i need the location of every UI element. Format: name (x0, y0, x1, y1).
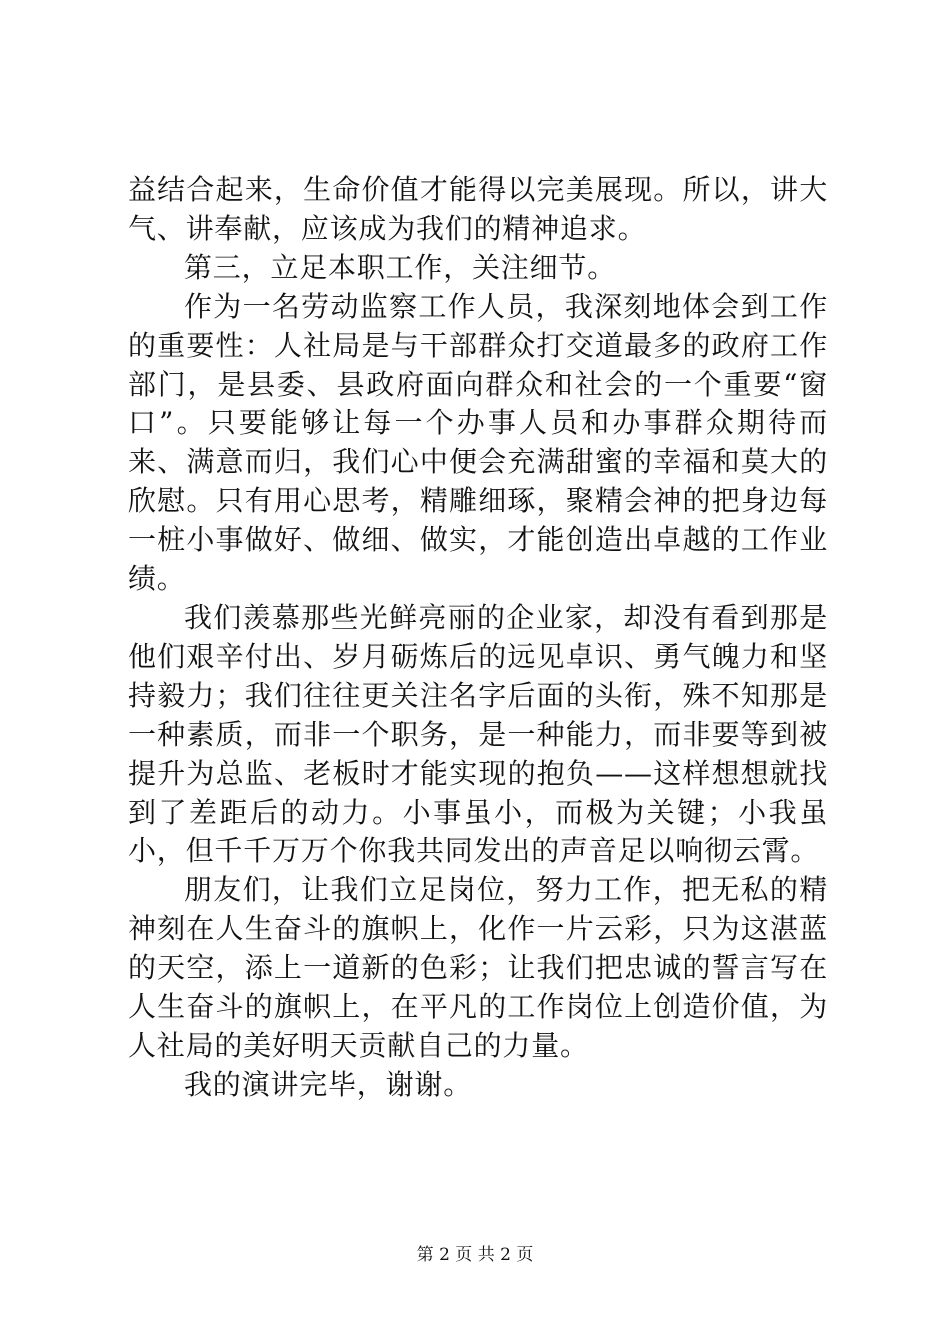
paragraph-work-importance: 作为一名劳动监察工作人员，我深刻地体会到工作的重要性：人社局是与干部群众打交道最多的政府工作部门，是县委、县政府面向群众和社会的一个重要“窗口”。只要能够让每一个办事人员和办事群众期待而来、满意而归，我们心中便会充满甜蜜的幸福和莫大的欣慰。只有用心思考，精雕细琢，聚精会神的把身边每一桩小事做好、做细、做实，才能创造出卓越的工作业绩。 (128, 289, 828, 596)
paragraph-call-to-action: 朋友们，让我们立足岗位，努力工作，把无私的精神刻在人生奋斗的旗帜上，化作一片云彩，只为这湛蓝的天空，添上一道新的色彩；让我们把忠诚的誓言写在人生奋斗的旗帜上，在平凡的工作岗位上创造价值，为人社局的美好明天贡献自己的力量。 (128, 873, 828, 1062)
paragraph-closing: 我的演讲完毕，谢谢。 (184, 1067, 473, 1101)
paragraph-section-heading: 第三，立足本职工作，关注细节。 (184, 250, 617, 284)
paragraph-entrepreneurs: 我们羡慕那些光鲜亮丽的企业家，却没有看到那是他们艰辛付出、岁月砺炼后的远见卓识、勇气魄力和坚持毅力；我们往往更关注名字后面的头衔，殊不知那是一种素质，而非一个职务，是一种能力，而非要等到被提升为总监、老板时才能实现的抱负——这样想想就找到了差距后的动力。小事虽小，而极为关键；小我虽小，但千千万万个你我共同发出的声音足以响彻云霄。 (128, 600, 828, 868)
page-number-footer: 第 2 页 共 2 页 (416, 1245, 534, 1265)
document-body (128, 171, 828, 1105)
paragraph-continuation: 益结合起来，生命价值才能得以完美展现。所以，讲大气、讲奉献，应该成为我们的精神追求。 (128, 173, 828, 245)
